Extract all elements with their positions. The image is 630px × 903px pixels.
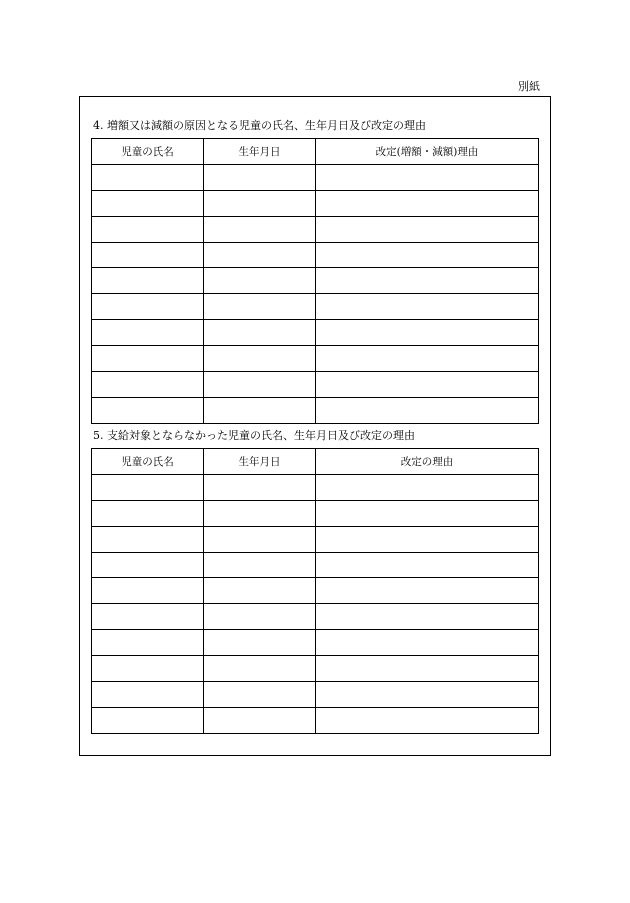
revision-reason-cell[interactable] <box>316 372 539 398</box>
birth-date-cell[interactable] <box>204 164 316 190</box>
revision-reason-cell[interactable] <box>316 656 539 682</box>
revision-reason-cell[interactable] <box>316 707 539 733</box>
child-name-cell[interactable] <box>92 656 204 682</box>
child-name-cell[interactable] <box>92 242 204 268</box>
revision-reason-cell[interactable] <box>316 190 539 216</box>
column-header-revision-reason: 改定(増額・減額)理由 <box>316 139 539 165</box>
revision-reason-cell[interactable] <box>316 604 539 630</box>
birth-date-cell[interactable] <box>204 268 316 294</box>
table-header-row <box>92 139 539 165</box>
table-row <box>92 397 539 423</box>
revision-reason-cell[interactable] <box>316 552 539 578</box>
table-row <box>92 526 539 552</box>
section-5-table <box>91 448 539 734</box>
table-row <box>92 242 539 268</box>
table-row <box>92 578 539 604</box>
revision-reason-cell[interactable] <box>316 320 539 346</box>
birth-date-cell[interactable] <box>204 216 316 242</box>
child-name-cell[interactable] <box>92 552 204 578</box>
table-row <box>92 682 539 708</box>
table-row <box>92 294 539 320</box>
table-row <box>92 707 539 733</box>
revision-reason-cell[interactable] <box>316 397 539 423</box>
table-row <box>92 372 539 398</box>
child-name-cell[interactable] <box>92 397 204 423</box>
table-row <box>92 216 539 242</box>
attachment-label: 別紙 <box>518 80 540 93</box>
birth-date-cell[interactable] <box>204 372 316 398</box>
child-name-cell[interactable] <box>92 526 204 552</box>
birth-date-cell[interactable] <box>204 190 316 216</box>
child-name-cell[interactable] <box>92 346 204 372</box>
child-name-cell[interactable] <box>92 164 204 190</box>
table-row <box>92 630 539 656</box>
child-name-cell[interactable] <box>92 682 204 708</box>
birth-date-cell[interactable] <box>204 630 316 656</box>
child-name-cell[interactable] <box>92 190 204 216</box>
child-name-cell[interactable] <box>92 500 204 526</box>
birth-date-cell[interactable] <box>204 500 316 526</box>
column-header-birth-date: 生年月日 <box>204 139 316 165</box>
birth-date-cell[interactable] <box>204 242 316 268</box>
revision-reason-cell[interactable] <box>316 346 539 372</box>
child-name-cell[interactable] <box>92 604 204 630</box>
revision-reason-cell[interactable] <box>316 294 539 320</box>
child-name-cell[interactable] <box>92 707 204 733</box>
revision-reason-cell[interactable] <box>316 164 539 190</box>
table-row <box>92 552 539 578</box>
child-name-cell[interactable] <box>92 578 204 604</box>
table-row <box>92 164 539 190</box>
birth-date-cell[interactable] <box>204 656 316 682</box>
section-4-table <box>91 138 539 424</box>
revision-reason-cell[interactable] <box>316 242 539 268</box>
child-name-cell[interactable] <box>92 630 204 656</box>
revision-reason-cell[interactable] <box>316 216 539 242</box>
table-row <box>92 656 539 682</box>
revision-reason-cell[interactable] <box>316 500 539 526</box>
table-row <box>92 190 539 216</box>
child-name-cell[interactable] <box>92 294 204 320</box>
child-name-cell[interactable] <box>92 320 204 346</box>
birth-date-cell[interactable] <box>204 552 316 578</box>
birth-date-cell[interactable] <box>204 294 316 320</box>
birth-date-cell[interactable] <box>204 346 316 372</box>
birth-date-cell[interactable] <box>204 604 316 630</box>
child-name-cell[interactable] <box>92 216 204 242</box>
child-name-cell[interactable] <box>92 474 204 500</box>
birth-date-cell[interactable] <box>204 682 316 708</box>
child-name-cell[interactable] <box>92 268 204 294</box>
revision-reason-cell[interactable] <box>316 526 539 552</box>
revision-reason-cell[interactable] <box>316 474 539 500</box>
section-5-heading: 5. 支給対象とならなかった児童の氏名、生年月日及び改定の理由 <box>93 429 415 442</box>
birth-date-cell[interactable] <box>204 707 316 733</box>
column-header-child-name: 児童の氏名 <box>92 449 204 475</box>
revision-reason-cell[interactable] <box>316 682 539 708</box>
table-row <box>92 268 539 294</box>
table-header-row <box>92 449 539 475</box>
table-row <box>92 320 539 346</box>
column-header-revision-reason: 改定の理由 <box>316 449 539 475</box>
revision-reason-cell[interactable] <box>316 578 539 604</box>
column-header-birth-date: 生年月日 <box>204 449 316 475</box>
table-row <box>92 500 539 526</box>
table-row <box>92 346 539 372</box>
column-header-child-name: 児童の氏名 <box>92 139 204 165</box>
birth-date-cell[interactable] <box>204 526 316 552</box>
table-row <box>92 474 539 500</box>
birth-date-cell[interactable] <box>204 320 316 346</box>
section-4-heading: 4. 増額又は減額の原因となる児童の氏名、生年月日及び改定の理由 <box>93 119 426 132</box>
birth-date-cell[interactable] <box>204 474 316 500</box>
child-name-cell[interactable] <box>92 372 204 398</box>
revision-reason-cell[interactable] <box>316 630 539 656</box>
revision-reason-cell[interactable] <box>316 268 539 294</box>
birth-date-cell[interactable] <box>204 578 316 604</box>
table-row <box>92 604 539 630</box>
birth-date-cell[interactable] <box>204 397 316 423</box>
